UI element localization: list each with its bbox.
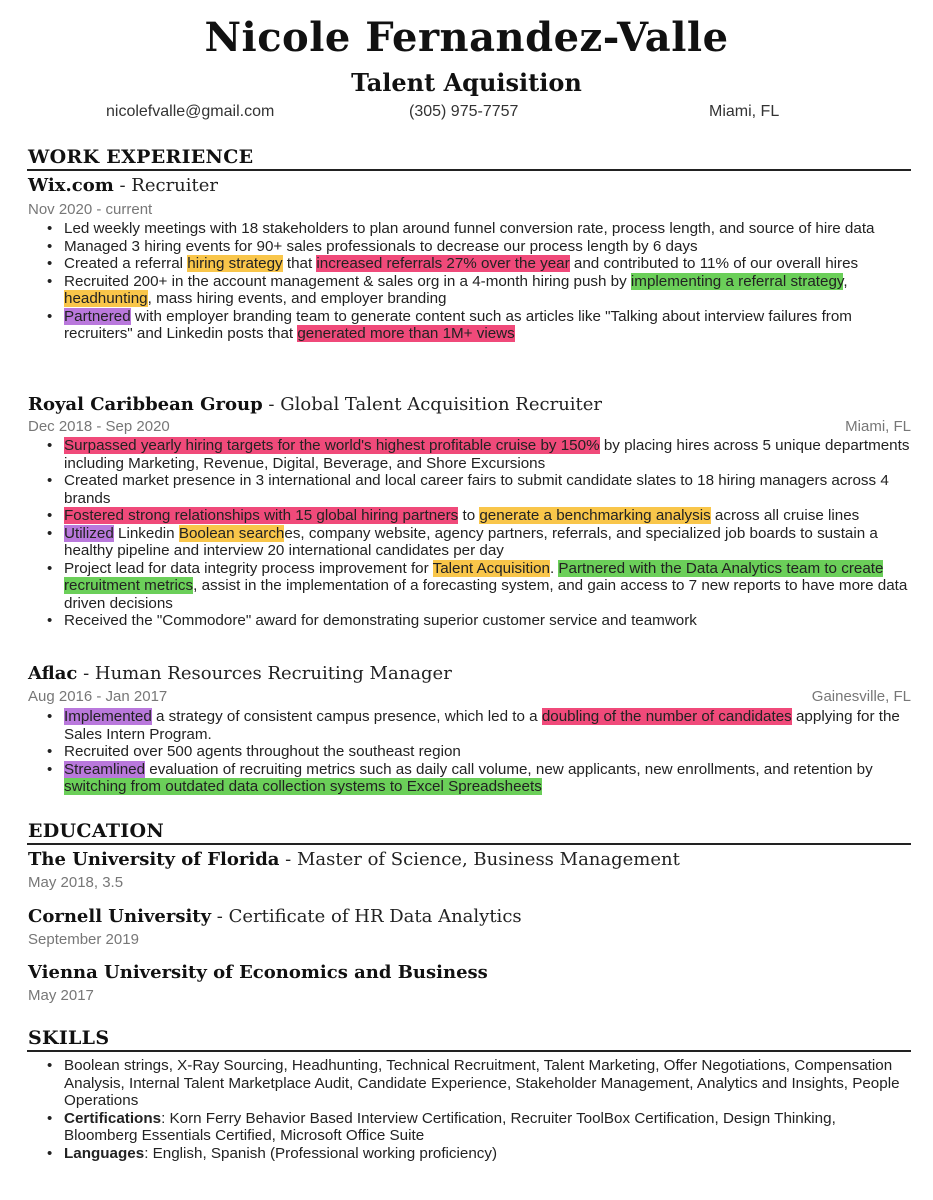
company-name: Royal Caribbean Group: [28, 394, 263, 415]
degree: - Master of Science, Business Management: [279, 849, 680, 870]
degree: - Certificate of HR Data Analytics: [211, 906, 522, 927]
job-bullets: [46, 708, 912, 796]
bullet-item: • Recruited over 500 agents throughout the southeast region: [46, 743, 912, 761]
work-experience-heading: WORK EXPERIENCE: [28, 146, 254, 168]
skills-item: • Boolean strings, X-Ray Sourcing, Headhunting, Technical Recruitment, Talent Marketing, Offer Negotiations, Compensation Analysis, Internal Talent Marketplace Audit, Candidate Experience, Stakeholder Management, Analytics and Insights, People Operations: [46, 1057, 912, 1110]
highlight-green: implementing a referral strategy: [630, 272, 844, 290]
section-divider: [27, 169, 911, 171]
bullet-item: • Partnered with employer branding team to generate content such as articles like "Talking about interview failures from recruiters" and Linkedin posts that generated more than 1M+ views: [46, 308, 912, 343]
candidate-title: Talent Aquisition: [351, 68, 582, 97]
skills-label: Languages: [64, 1144, 145, 1162]
highlight-yellow: generate a benchmarking analysis: [479, 507, 711, 524]
highlight-green: Partnered with the Data Analytics team to create recruitment metrics: [64, 559, 884, 594]
highlight-green: switching from outdated data collection systems to Excel Spreadsheets: [64, 778, 542, 795]
bullet-item: • Recruited 200+ in the account management & sales org in a 4-month hiring push by implementing a referral strategy, headhunting, mass hiring events, and employer branding: [46, 273, 912, 308]
job-title-line: Wix.com - Recruiter: [28, 175, 219, 196]
education-date: May 2017: [28, 987, 94, 1004]
section-divider: [27, 1050, 911, 1052]
company-name: Wix.com: [28, 175, 114, 196]
highlight-pink: Fostered strong relationships with 15 global hiring partners: [64, 507, 459, 524]
job-role: Human Resources Recruiting Manager: [94, 663, 452, 684]
highlight-pink: increased referrals 27% over the year: [316, 255, 570, 272]
job-dates: Nov 2020 - current: [28, 201, 153, 218]
education-date: May 2018, 3.5: [28, 874, 124, 891]
highlight-pink: Surpassed yearly hiring targets for the world's highest profitable cruise by 150%: [64, 437, 600, 454]
skills-heading: SKILLS: [28, 1027, 110, 1049]
bullet-item: • Led weekly meetings with 18 stakeholders to plan around funnel conversion rate, process length, and source of hire data: [46, 220, 912, 238]
bullet-item: • Utilized Linkedin Boolean searches, company website, agency partners, referrals, and specialized job boards to sustain a healthy pipeline and interview 20 international candidates per day: [46, 525, 912, 560]
contact-email: nicolefvalle@gmail.com: [106, 103, 275, 120]
highlight-yellow: Talent Acquisition: [432, 559, 550, 577]
candidate-name: Nicole Fernandez-Valle: [204, 14, 729, 61]
bullet-item: • Surpassed yearly hiring targets for the world's highest profitable cruise by 150% by placing hires across 5 unique departments including Marketing, Revenue, Digital, Beverage, and Shore Excursions: [46, 437, 912, 472]
bullet-item: • Managed 3 hiring events for 90+ sales professionals to decrease our process length by 6 days: [46, 238, 912, 256]
job-bullets: [46, 220, 912, 343]
education-date: September 2019: [28, 931, 139, 948]
skills-item: • Certifications: Korn Ferry Behavior Based Interview Certification, Recruiter ToolBox Certification, Design Thinking, Bloomberg Essentials Certified, Microsoft Office Suite: [46, 1110, 912, 1145]
skills-item: • Languages: English, Spanish (Professional working proficiency): [46, 1145, 912, 1163]
job-dates: Dec 2018 - Sep 2020: [28, 418, 170, 435]
section-divider: [27, 843, 911, 845]
job-role: Global Talent Acquisition Recruiter: [280, 394, 603, 415]
highlight-purple: Streamlined: [64, 760, 146, 778]
highlight-purple: Partnered: [64, 307, 131, 325]
company-name: Aflac: [28, 663, 78, 684]
job-bullets: [46, 437, 912, 630]
skills-label: Certifications: [64, 1109, 162, 1127]
highlight-yellow: headhunting: [64, 290, 148, 307]
highlight-purple: Utilized: [64, 524, 114, 542]
contact-phone: (305) 975-7757: [409, 103, 519, 120]
education-entry: [28, 906, 522, 927]
job-location: Miami, FL: [845, 418, 911, 435]
education-entry: [28, 849, 680, 870]
contact-location: Miami, FL: [709, 103, 780, 120]
education-entry: [28, 962, 488, 983]
job-dates: Aug 2016 - Jan 2017: [28, 688, 168, 705]
school-name: Vienna University of Economics and Business: [28, 962, 488, 983]
bullet-item: • Received the "Commodore" award for demonstrating superior customer service and teamwork: [46, 612, 912, 630]
bullet-item: • Implemented a strategy of consistent campus presence, which led to a doubling of the number of candidates applying for the Sales Intern Program.: [46, 708, 912, 743]
highlight-pink: doubling of the number of candidates: [541, 708, 792, 725]
skills-list: [46, 1057, 912, 1162]
highlight-yellow: hiring strategy: [187, 255, 283, 272]
job-role: Recruiter: [131, 175, 219, 196]
bullet-item: • Streamlined evaluation of recruiting metrics such as daily call volume, new applicants, new enrollments, and retention by switching from outdated data collection systems to Excel Spreadsheets: [46, 761, 912, 796]
education-heading: EDUCATION: [28, 820, 164, 842]
job-title-line: Royal Caribbean Group - Global Talent Acquisition Recruiter: [28, 394, 603, 415]
highlight-yellow: Boolean search: [178, 524, 285, 542]
bullet-item: • Project lead for data integrity process improvement for Talent Acquisition. Partnered with the Data Analytics team to create recruitment metrics, assist in the implementation of a forecasting system, and gain access to 7 new reports to have more data driven decisions: [46, 560, 912, 613]
bullet-item: • Created market presence in 3 international and local career fairs to submit candidate slates to 18 hiring managers across 4 brands: [46, 472, 912, 507]
job-location: Gainesville, FL: [811, 688, 911, 705]
bullet-item: • Created a referral hiring strategy that increased referrals 27% over the year and contributed to 11% of our overall hires: [46, 255, 912, 273]
school-name: The University of Florida: [28, 849, 280, 870]
bullet-item: • Fostered strong relationships with 15 global hiring partners to generate a benchmarking analysis across all cruise lines: [46, 507, 912, 525]
highlight-pink: generated more than 1M+ views: [297, 325, 515, 342]
highlight-purple: Implemented: [64, 708, 152, 725]
school-name: Cornell University: [28, 906, 212, 927]
job-title-line: Aflac - Human Resources Recruiting Manager: [28, 663, 452, 684]
